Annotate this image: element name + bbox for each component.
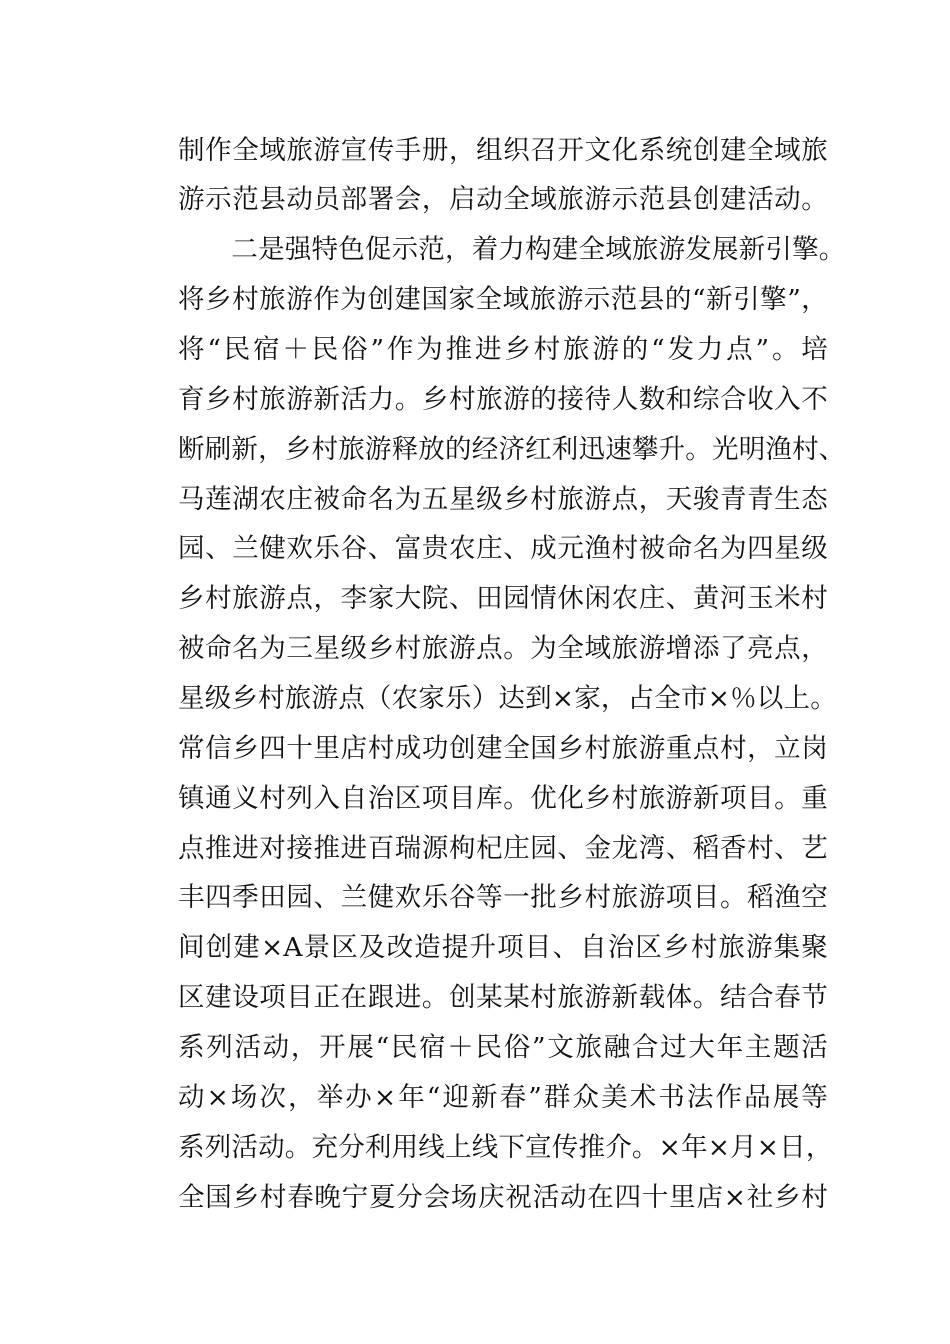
text-line: 被命名为三星级乡村旅游点。为全域旅游增添了亮点， [178,633,828,664]
text-line: 断刷新，乡村旅游释放的经济红利迅速攀升。光明渔村、 [178,434,846,465]
text-line: 系列活动。充分利用线上线下宣传推介。×年×月×日， [178,1132,833,1163]
text-line: 间创建×A景区及改造提升项目、自治区乡村旅游集聚 [178,932,828,963]
text-line: 点推进对接推进百瑞源枸杞庄园、金龙湾、稻香村、艺 [178,833,828,864]
text-line: 育乡村旅游新活力。乡村旅游的接待人数和综合收入不 [178,384,828,415]
text-line: 动×场次，举办×年“迎新春”群众美术书法作品展等 [178,1082,828,1113]
text-line: 星级乡村旅游点（农家乐）达到×家，占全市×％以上。 [178,683,837,714]
text-line: 制作全域旅游宣传手册，组织召开文化系统创建全域旅 [178,135,828,166]
text-line: 二是强特色促示范，着力构建全域旅游发展新引擎。 [178,234,846,265]
text-line: 镇通义村列入自治区项目库。优化乡村旅游新项目。重 [178,783,828,814]
text-line: 全国乡村春晚宁夏分会场庆祝活动在四十里店×社乡村 [178,1182,828,1213]
text-line: 系列活动，开展“民宿＋民俗”文旅融合过大年主题活 [178,1032,828,1063]
text-line: 丰四季田园、兰健欢乐谷等一批乡村旅游项目。稻渔空 [178,882,828,913]
text-line: 区建设项目正在跟进。创某某村旅游新载体。结合春节 [178,982,828,1013]
text-line: 常信乡四十里店村成功创建全国乡村旅游重点村，立岗 [178,733,828,764]
text-line: 将“民宿＋民俗”作为推进乡村旅游的“发力点”。培 [178,334,828,365]
text-line: 园、兰健欢乐谷、富贵农庄、成元渔村被命名为四星级 [178,533,828,564]
text-line: 马莲湖农庄被命名为五星级乡村旅游点，天骏青青生态 [178,484,828,515]
text-line: 将乡村旅游作为创建国家全域旅游示范县的“新引擎”， [178,284,828,315]
text-line: 乡村旅游点，李家大院、田园情休闲农庄、黄河玉米村 [178,583,828,614]
text-line: 游示范县动员部署会，启动全域旅游示范县创建活动。 [178,184,828,215]
